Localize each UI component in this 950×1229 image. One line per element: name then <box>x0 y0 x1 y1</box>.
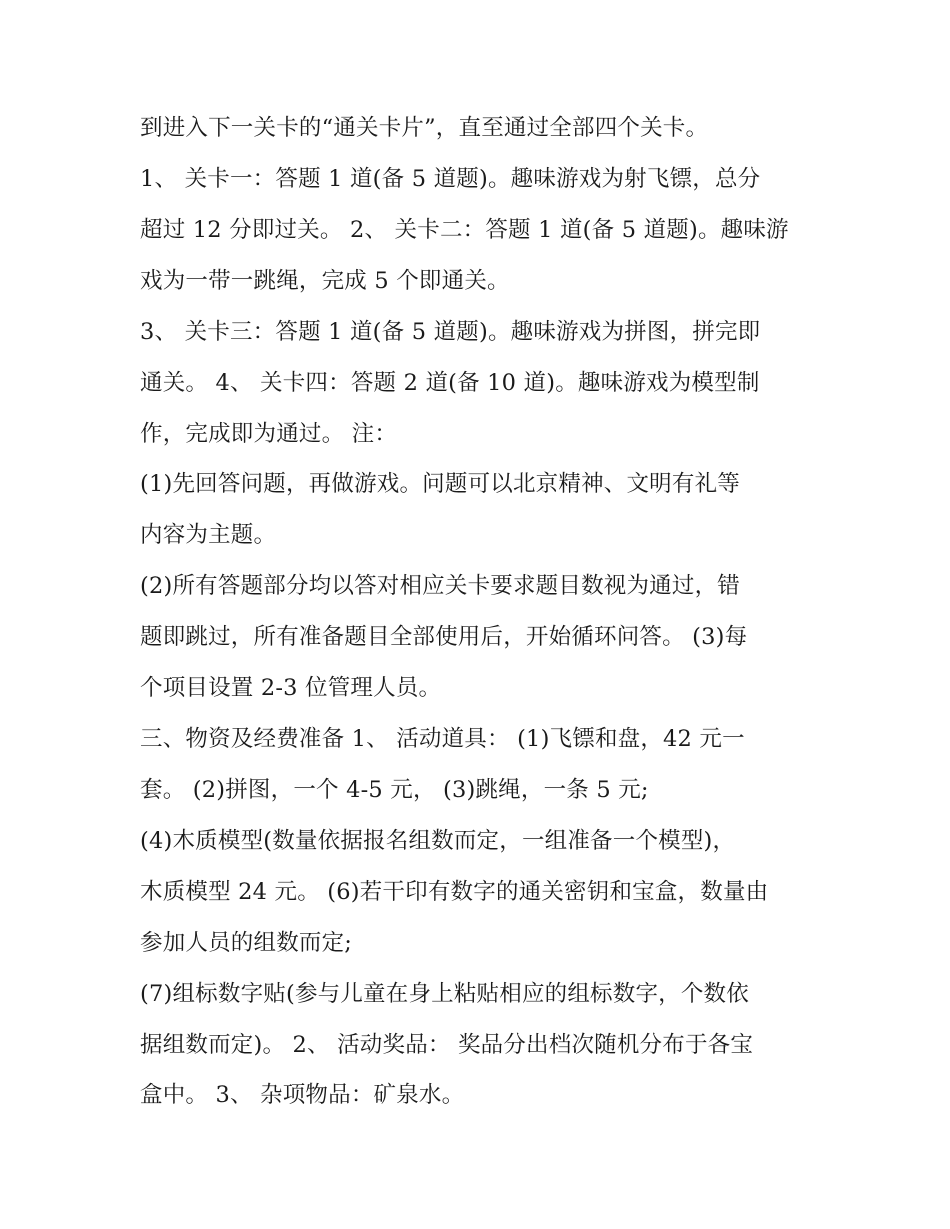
text-line-15: (4)木质模型(数量依据报名组数而定，一组准备一个模型)， <box>140 828 736 854</box>
text-line-9: 内容为主题。 <box>140 522 277 548</box>
text-line-16: 木质模型 24 元。 (6)若干印有数字的通关密钥和宝盒，数量由 <box>140 879 769 905</box>
text-line-4: 戏为一带一跳绳，完成 5 个即通关。 <box>140 268 510 294</box>
text-line-18: (7)组标数字贴(参与儿童在身上粘贴相应的组标数字，个数依 <box>140 981 749 1007</box>
text-line-12: 个项目设置 2-3 位管理人员。 <box>140 675 442 701</box>
text-line-19: 据组数而定)。 2、 活动奖品： 奖品分出档次随机分布于各宝 <box>140 1032 754 1058</box>
text-line-11: 题即跳过，所有准备题目全部使用后，开始循环问答。 (3)每 <box>140 624 748 650</box>
text-line-17: 参加人员的组数而定; <box>140 930 353 956</box>
text-line-14: 套。 (2)拼图，一个 4-5 元， (3)跳绳，一条 5 元; <box>140 777 649 803</box>
text-line-10: (2)所有答题部分均以答对相应关卡要求题目数视为通过，错 <box>140 573 740 599</box>
text-line-6: 通关。 4、 关卡四：答题 2 道(备 10 道)。趣味游戏为模型制 <box>140 370 760 396</box>
text-line-8: (1)先回答问题，再做游戏。问题可以北京精神、文明有礼等 <box>140 471 740 497</box>
text-line-5: 3、 关卡三：答题 1 道(备 5 道题)。趣味游戏为拼图，拼完即 <box>140 319 761 345</box>
text-line-3: 超过 12 分即过关。 2、 关卡二：答题 1 道(备 5 道题)。趣味游 <box>140 217 789 243</box>
text-line-7: 作，完成即为通过。 注： <box>140 421 398 447</box>
text-line-20: 盒中。 3、 杂项物品：矿泉水。 <box>140 1082 465 1108</box>
text-line-1: 到进入下一关卡的“通关卡片”，直至通过全部四个关卡。 <box>140 115 709 141</box>
text-line-13: 三、物资及经费准备 1、 活动道具： (1)飞镖和盘，42 元一 <box>140 726 745 752</box>
text-line-2: 1、 关卡一：答题 1 道(备 5 道题)。趣味游戏为射飞镖，总分 <box>140 166 761 192</box>
